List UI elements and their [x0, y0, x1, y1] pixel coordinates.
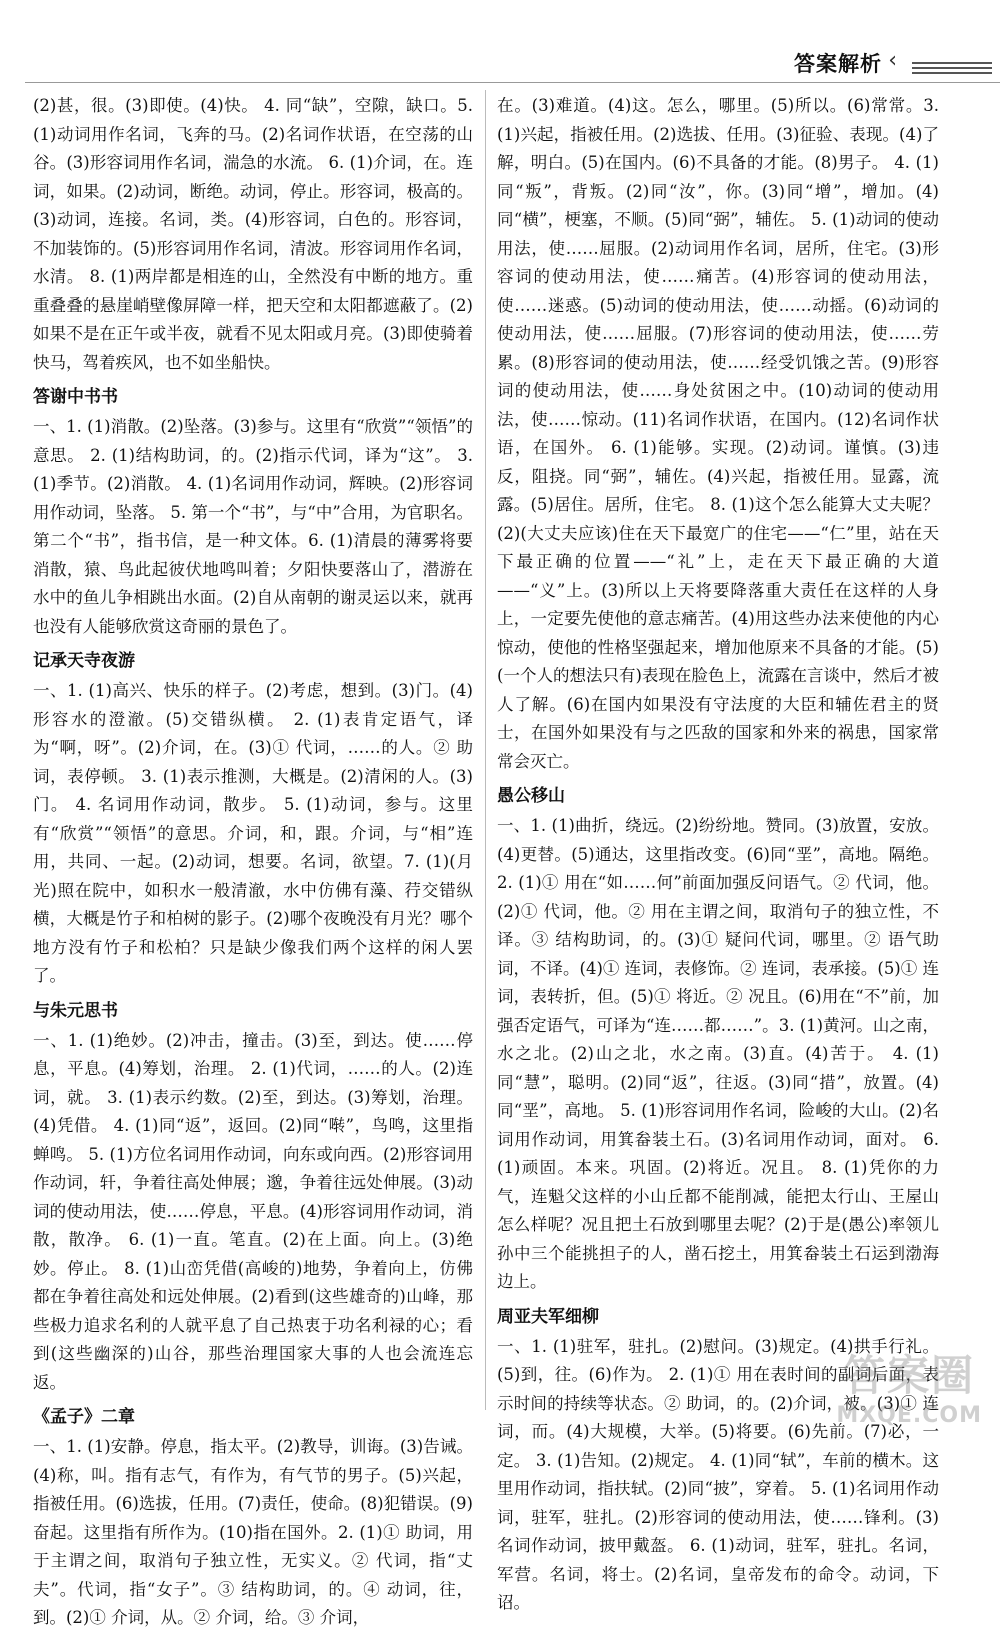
watermark — [836, 1343, 982, 1428]
section-heading: 记承天寺夜游 — [33, 651, 135, 671]
section-heading: 愚公移山 — [497, 786, 565, 806]
left-column — [33, 92, 473, 1633]
watermark-url: MXQE.COM — [836, 1403, 982, 1428]
section-heading: 《孟子》二章 — [33, 1407, 135, 1427]
header-decoration-lines — [912, 62, 992, 80]
column-divider — [485, 90, 486, 1410]
paragraph: 在。(3)难道。(4)这。怎么，哪里。(5)所以。(6)常常。3. (1)兴起，指被任用。(2)选拔、任用。(3)征验、表现。(4)了解，明白。(5)在国内。(6)不具备的才能。(8)男子。 4. (1)同“叛”，背叛。(2)同“汝”，你。(3)同“增”，增加。(4)同“横”，梗塞，不顺。(5)同“弼”，辅佐。 5. (1)动词的使动用法，使……屈服。(2)动词用作名词，居所，住宅。(3)形容词的使动用法，使……痛苦。(4)形容词的使动用法，使……迷惑。(5)动词的使动用法，使……动摇。(6)动词的使动用法，使……屈服。(7)形容词的使动用法，使……劳累。(8)形容词的使动用法，使……经受饥饿之苦。(9)形容词的使动用法，使……身处贫困之中。(10)动词的使动用法，使……惊动。(11)名词作状语，在国内。(12)名词作状语，在国外。 6. (1)能够。实现。(2)动词。谨慎。(3)违反，阻挠。同“弼”，辅佐。(4)兴起，指被任用。显露，流露。(5)居住。居所，住宅。 8. (1)这个怎么能算大丈夫呢？(2)(大丈夫应该)住在天下最宽广的住宅——“仁”里，站在天下最正确的位置——“礼”上，走在天下最正确的大道——“义”上。(3)所以上天将要降落重大责任在这样的人身上，一定要先使他的意志痛苦。(4)用这些办法来使他的内心惊动，使他的性格坚强起来，增加他原来不具备的才能。(5)(一个人的想法只有)表现在脸色上，流露在言谈中，然后才被人了解。(6)在国内如果没有守法度的大臣和辅佐君主的贤士，在国外如果没有与之匹敌的国家和外来的祸患，国家常常会灭亡。 — [497, 96, 939, 771]
paragraph: (2)甚，很。(3)即使。(4)快。 4. 同“缺”，空隙，缺口。5. (1)动词用作名词，飞奔的马。(2)名词作状语，在空荡的山谷。(3)形容词用作名词，湍急的水流。 6. (1)介词，在。连词，如果。(2)动词，断绝。动词，停止。形容词，极高的。(3)动词，连接。名词，类。(4)形容词，白色的。形容词，不加装饰的。(5)形容词用作名词，清波。形容词用作名词，水清。 8. (1)两岸都是相连的山，全然没有中断的地方。重重叠叠的悬崖峭壁像屏障一样，把天空和太阳都遮蔽了。(2)如果不是在正午或半夜，就看不见太阳或月亮。(3)即使骑着快马，驾着疾风，也不如坐船快。 — [33, 96, 473, 372]
section-heading: 周亚夫军细柳 — [497, 1306, 599, 1327]
section-heading: 与朱元思书 — [33, 1000, 118, 1021]
header-title: 答案解析 — [794, 52, 882, 76]
paragraph: 一、1. (1)消散。(2)坠落。(3)参与。这里有“欣赏”“领悟”的意思。 2. (1)结构助词，的。(2)指示代词，译为“这”。 3. (1)季节。(2)消散。 4. (1)名词用作动词，辉映。(2)形容词用作动词，坠落。 5. 第一个“书”，与“中”合用，为官职名。第二个“书”，指书信，是一种文体。6. (1)清晨的薄雾将要消散，猿、鸟此起彼伏地鸣叫着；夕阳快要落山了，潜游在水中的鱼儿争相跳出水面。(2)自从南朝的谢灵运以来，就再也没有人能够欣赏这奇丽的景色了。 — [33, 417, 473, 636]
paragraph: 一、1. (1)安静。停息，指太平。(2)教导，训诲。(3)告诫。(4)称，叫。指有志气，有作为，有气节的男子。(5)兴起，指被任用。(6)选拔，任用。(7)责任，使命。(8)犯错误。(9)奋起。这里指有所作为。(10)指在国外。2. (1)① 助词，用于主谓之间，取消句子独立性，无实义。② 代词，指“丈夫”。代词，指“女子”。③ 结构助词，的。④ 动词，往，到。(2)① 介词，从。② 介词，给。③ 介词， — [33, 1437, 473, 1627]
paragraph: 一、1. (1)曲折，绕远。(2)纷纷地。赞同。(3)放置，安放。(4)更替。(5)通达，这里指改变。(6)同“垩”，高地。隔绝。 2. (1)① 用在“如……何”前面加强反问语气。② 代词，他。(2)① 代词，他。② 用在主谓之间，取消句子的独立性，不译。③ 结构助词，的。(3)① 疑问代词，哪里。② 语气助词，不译。(4)① 连词，表修饰。② 连词，表承接。(5)① 连词，表转折，但。(5)① 将近。② 况且。(6)用在“不”前，加强否定语气，可译为“连……都……”。3. (1)黄河。山之南，水之北。(2)山之北，水之南。(3)直。(4)苦于。 4. (1)同“慧”，聪明。(2)同“返”，往返。(3)同“措”，放置。(4)同“垩”，高地。 5. (1)形容词用作名词，险峻的大山。(2)名词用作动词，用箕畚装土石。(3)名词用作动词，面对。 6. (1)顽固。本来。巩固。(2)将近。况且。 8. (1)凭你的力气，连魁父这样的小山丘都不能削减，能把太行山、王屋山怎么样呢？况且把土石放到哪里去呢？(2)于是(愚公)率领儿孙中三个能挑担子的人，凿石挖土，用箕畚装土石运到渤海边上。 — [497, 816, 939, 1291]
paragraph: 一、1. (1)绝妙。(2)冲击，撞击。(3)至，到达。使……停息，平息。(4)筹划，治理。 2. (1)代词，……的人。(2)连词，就。 3. (1)表示约数。(2)至，到达。(3)筹划，治理。(4)凭借。 4. (1)同“返”，返回。(2)同“啭”，鸟鸣，这里指蝉鸣。 5. (1)方位名词用作动词，向东或向西。(2)形容词用作动词，轩，争着往高处伸展；邈，争着往远处伸展。(3)动词的使动用法，使……停息，平息。(4)形容词用作动词，消散，散净。 6. (1)一直。笔直。(2)在上面。向上。(3)绝妙。停止。 8. (1)山峦凭借(高峻的)地势，争着向上，仿佛都在争着往高处和远处伸展。(2)看到(这些雄奇的)山峰，那些极力追求名利的人就平息了自己热衷于功名利禄的心；看到(这些幽深的)山谷，那些治理国家大事的人也会流连忘返。 — [33, 1030, 473, 1392]
chevron-left-icon: ‹ — [888, 48, 897, 73]
header-rule — [25, 82, 1000, 83]
section-heading: 答谢中书书 — [33, 387, 118, 407]
paragraph: 一、1. (1)高兴、快乐的样子。(2)考虑，想到。(3)门。(4)形容水的澄澈。(5)交错纵横。 2. (1)表肯定语气，译为“啊，呀”。(2)介词，在。(3)① 代词，……的人。② 助词，表停顿。 3. (1)表示推测，大概是。(2)清闲的人。(3)门。 4. 名词用作动词，散步。 5. (1)动词，参与。这里有“欣赏”“领悟”的意思。介词，和，跟。介词，与“相”连用，共同、一起。(2)动词，想要。名词，欲望。7. (1)(月光)照在院中，如积水一般清澈，水中仿佛有藻、荇交错纵横，大概是竹子和柏树的影子。(2)哪个夜晚没有月光？哪个地方没有竹子和松柏？只是缺少像我们两个这样的闲人罢了。 — [33, 681, 473, 985]
watermark-logo: 答案圈 — [843, 1351, 976, 1400]
paragraph: 一、1. (1)驻军，驻扎。(2)慰问。(3)规定。(4)拱手行礼。(5)到，往。(6)作为。 2. (1)① 用在表时间的副词后面，表示时间的持续等状态。② 助词，的。(2)介词，被。(3)① 连词，而。(4)大规模，大举。(5)将要。(6)先前。(7)必，一定。 3. (1)告知。(2)规定。 4. (1)同“轼”，车前的横木。这里用作动词，指扶轼。(2)同“披”，穿着。 5. (1)名词用作动词，驻军，驻扎。(2)形容词的使动用法，使……锋利。(3)名词作动词，披甲戴盔。 6. (1)动词，驻军，驻扎。名词，军营。名词，将士。(2)名词，皇帝发布的命令。动词，下诏。 — [497, 1336, 939, 1612]
